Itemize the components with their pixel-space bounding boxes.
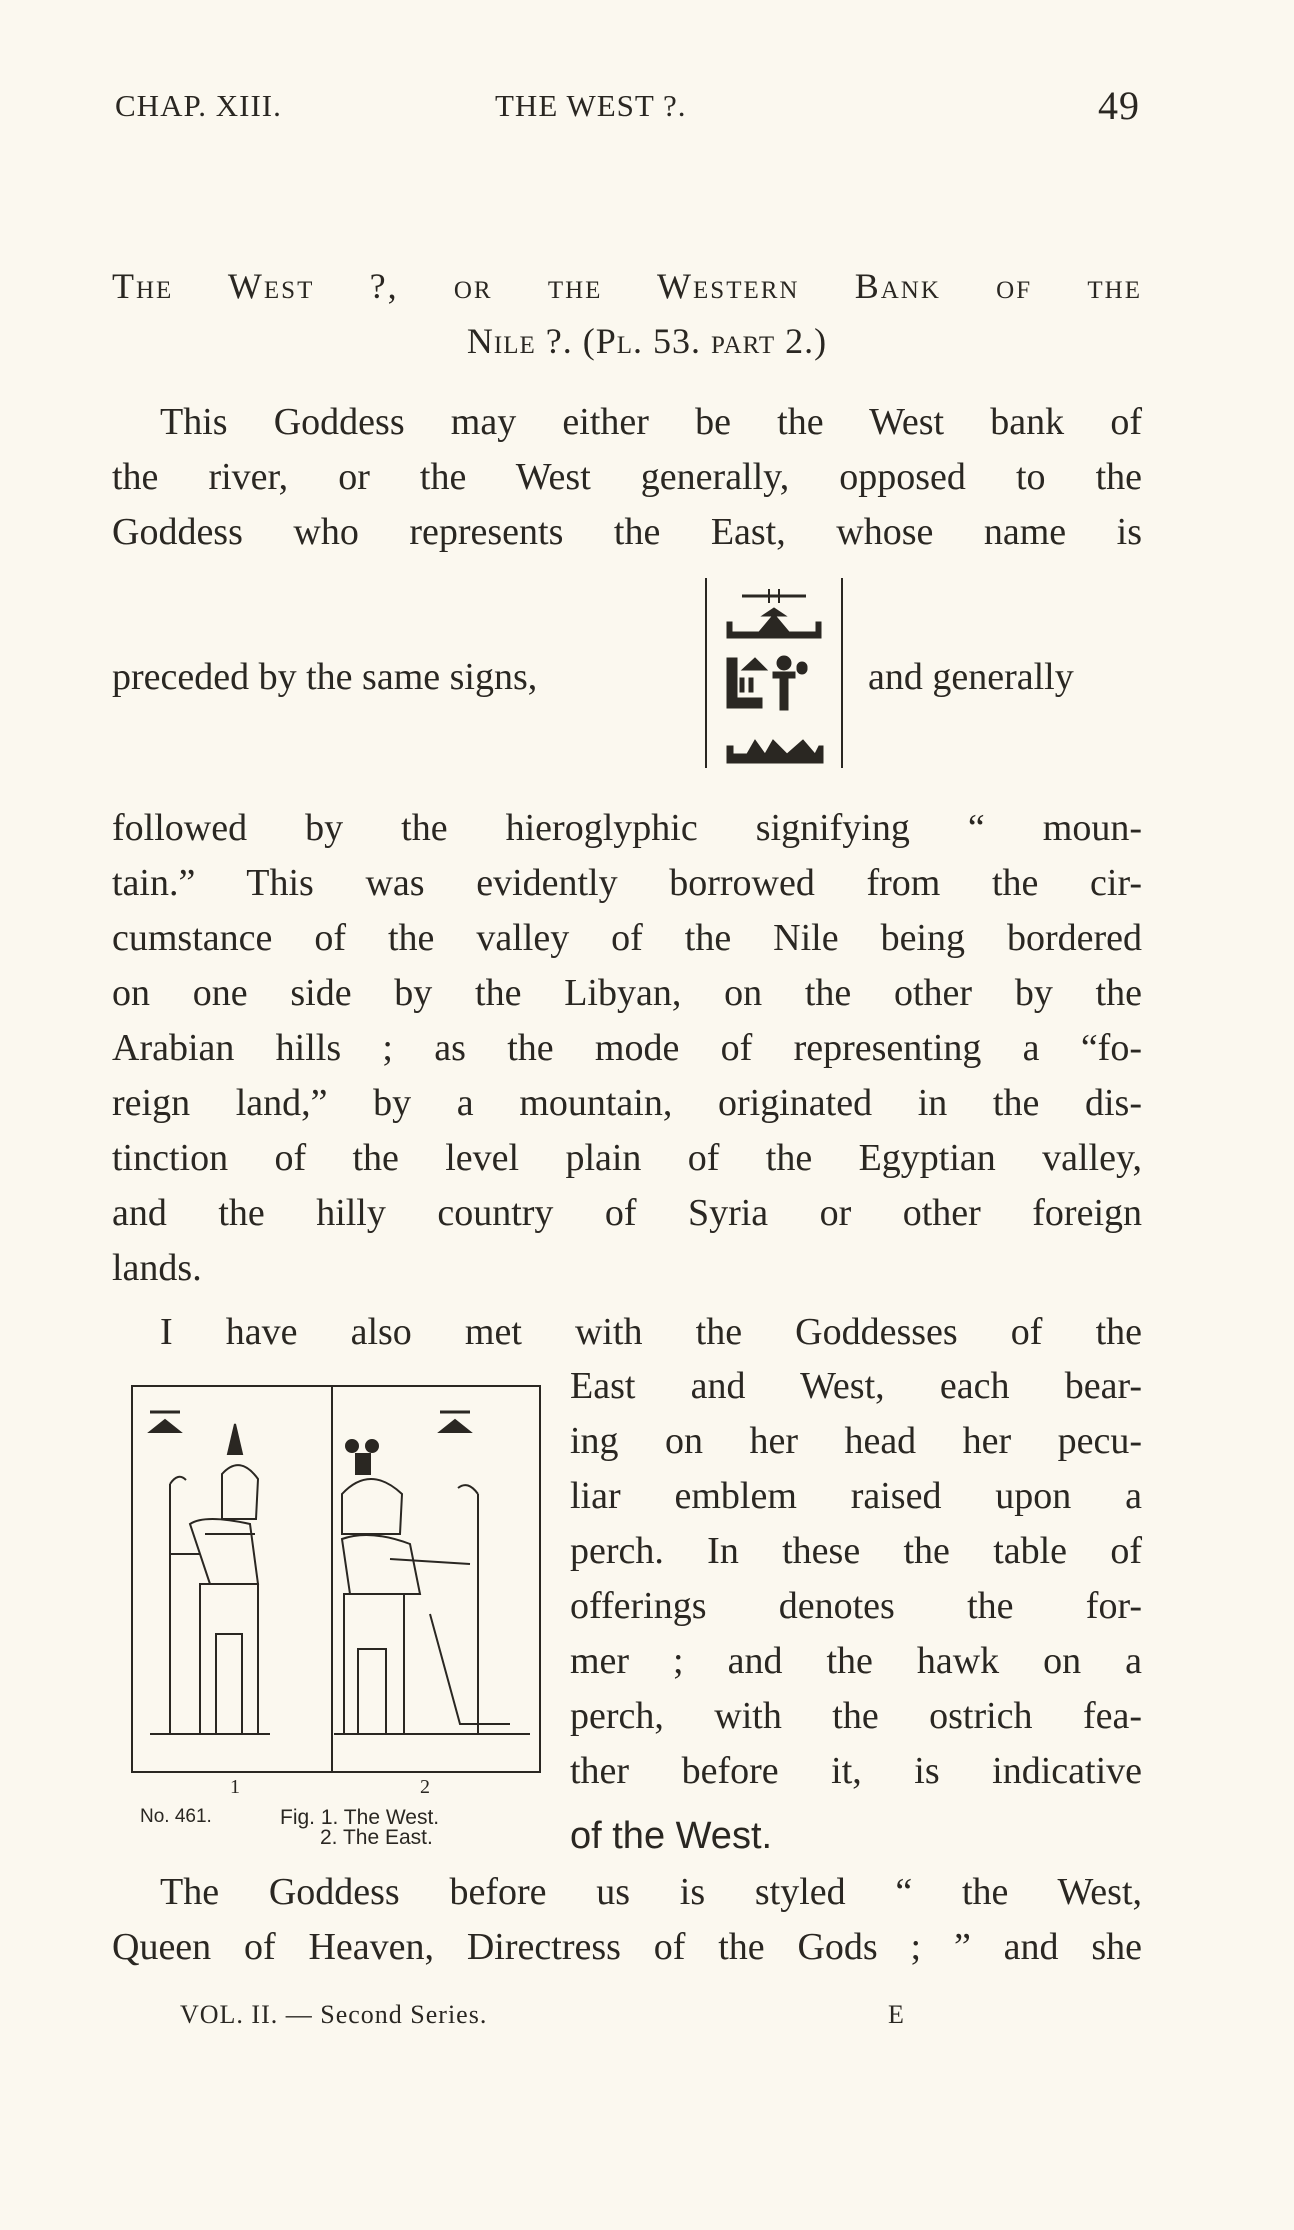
gathering-mark: E xyxy=(888,2000,904,2029)
figure-caption-2: 2. The East. xyxy=(320,1826,433,1849)
figure-number-label: No. 461. xyxy=(140,1806,212,1827)
paragraph-line: tinction of the level plain of the Egyptian valley, xyxy=(112,1137,1142,1179)
paragraph-line: perch. In these the table of xyxy=(570,1530,1142,1572)
paragraph-line: The Goddess before us is styled “ the West, xyxy=(160,1871,1142,1913)
paragraph-line: and the hilly country of Syria or other foreign xyxy=(112,1192,1142,1234)
goddesses-figure-icon xyxy=(130,1384,542,1774)
hiero-text-left: preceded by the same signs, xyxy=(112,656,538,698)
signature-mark xyxy=(180,2000,487,2030)
volume-signature: VOL. II. — Second Series. xyxy=(180,2000,488,2029)
paragraph-line: This Goddess may either be the West bank of xyxy=(160,401,1142,443)
figure-caption-1: Fig. 1. The West. xyxy=(280,1806,440,1829)
paragraph-line: mer ; and the hawk on a xyxy=(570,1640,1142,1682)
paragraph-line: East and West, each bear- xyxy=(570,1365,1142,1407)
paragraph-line: tain.” This was evidently borrowed from the cir- xyxy=(112,862,1142,904)
paragraph-line: the river, or the West generally, opposed to the xyxy=(112,456,1142,498)
paragraph-line: ing on her head her pecu- xyxy=(570,1420,1142,1462)
running-title: THE WEST ?. xyxy=(495,88,687,123)
paragraph-line: followed by the hieroglyphic signifying “ moun- xyxy=(112,807,1142,849)
paragraph-line: Arabian hills ; as the mode of representing a “fo- xyxy=(112,1027,1142,1069)
figure-goddesses xyxy=(130,1384,542,1774)
paragraph-line: cumstance of the valley of the Nile being bordered xyxy=(112,917,1142,959)
hieroglyph-signs-icon xyxy=(707,578,841,768)
figure-number-2: 2 xyxy=(420,1776,430,1798)
section-title-line-1: The West ?, or the Western Bank of the xyxy=(112,266,1142,306)
hiero-text-right: and generally xyxy=(868,656,1074,698)
paragraph-line: ther before it, is indicative xyxy=(570,1750,1142,1792)
paragraph-line: Queen of Heaven, Directress of the Gods ; ” and she xyxy=(112,1926,1142,1968)
paragraph-line: lands. xyxy=(112,1247,202,1289)
paragraph-line: perch, with the ostrich fea- xyxy=(570,1695,1142,1737)
figure-number-1: 1 xyxy=(230,1776,240,1798)
section-title-line-2: Nile ?. (Pl. 53. part 2.) xyxy=(466,321,828,361)
page-number: 49 xyxy=(1098,83,1140,128)
paragraph-line: on one side by the Libyan, on the other by the xyxy=(112,972,1142,1014)
hieroglyph-cartouche xyxy=(705,578,843,768)
paragraph-line: I have also met with the Goddesses of the xyxy=(160,1311,1142,1353)
paragraph-line: Goddess who represents the East, whose name is xyxy=(112,511,1142,553)
paragraph-line: of the West. xyxy=(570,1815,773,1857)
paragraph-line: liar emblem raised upon a xyxy=(570,1475,1142,1517)
paragraph-line: reign land,” by a mountain, originated in the dis- xyxy=(112,1082,1142,1124)
chapter-label: CHAP. XIII. xyxy=(115,88,282,123)
running-header xyxy=(115,83,1140,128)
paragraph-line: offerings denotes the for- xyxy=(570,1585,1142,1627)
